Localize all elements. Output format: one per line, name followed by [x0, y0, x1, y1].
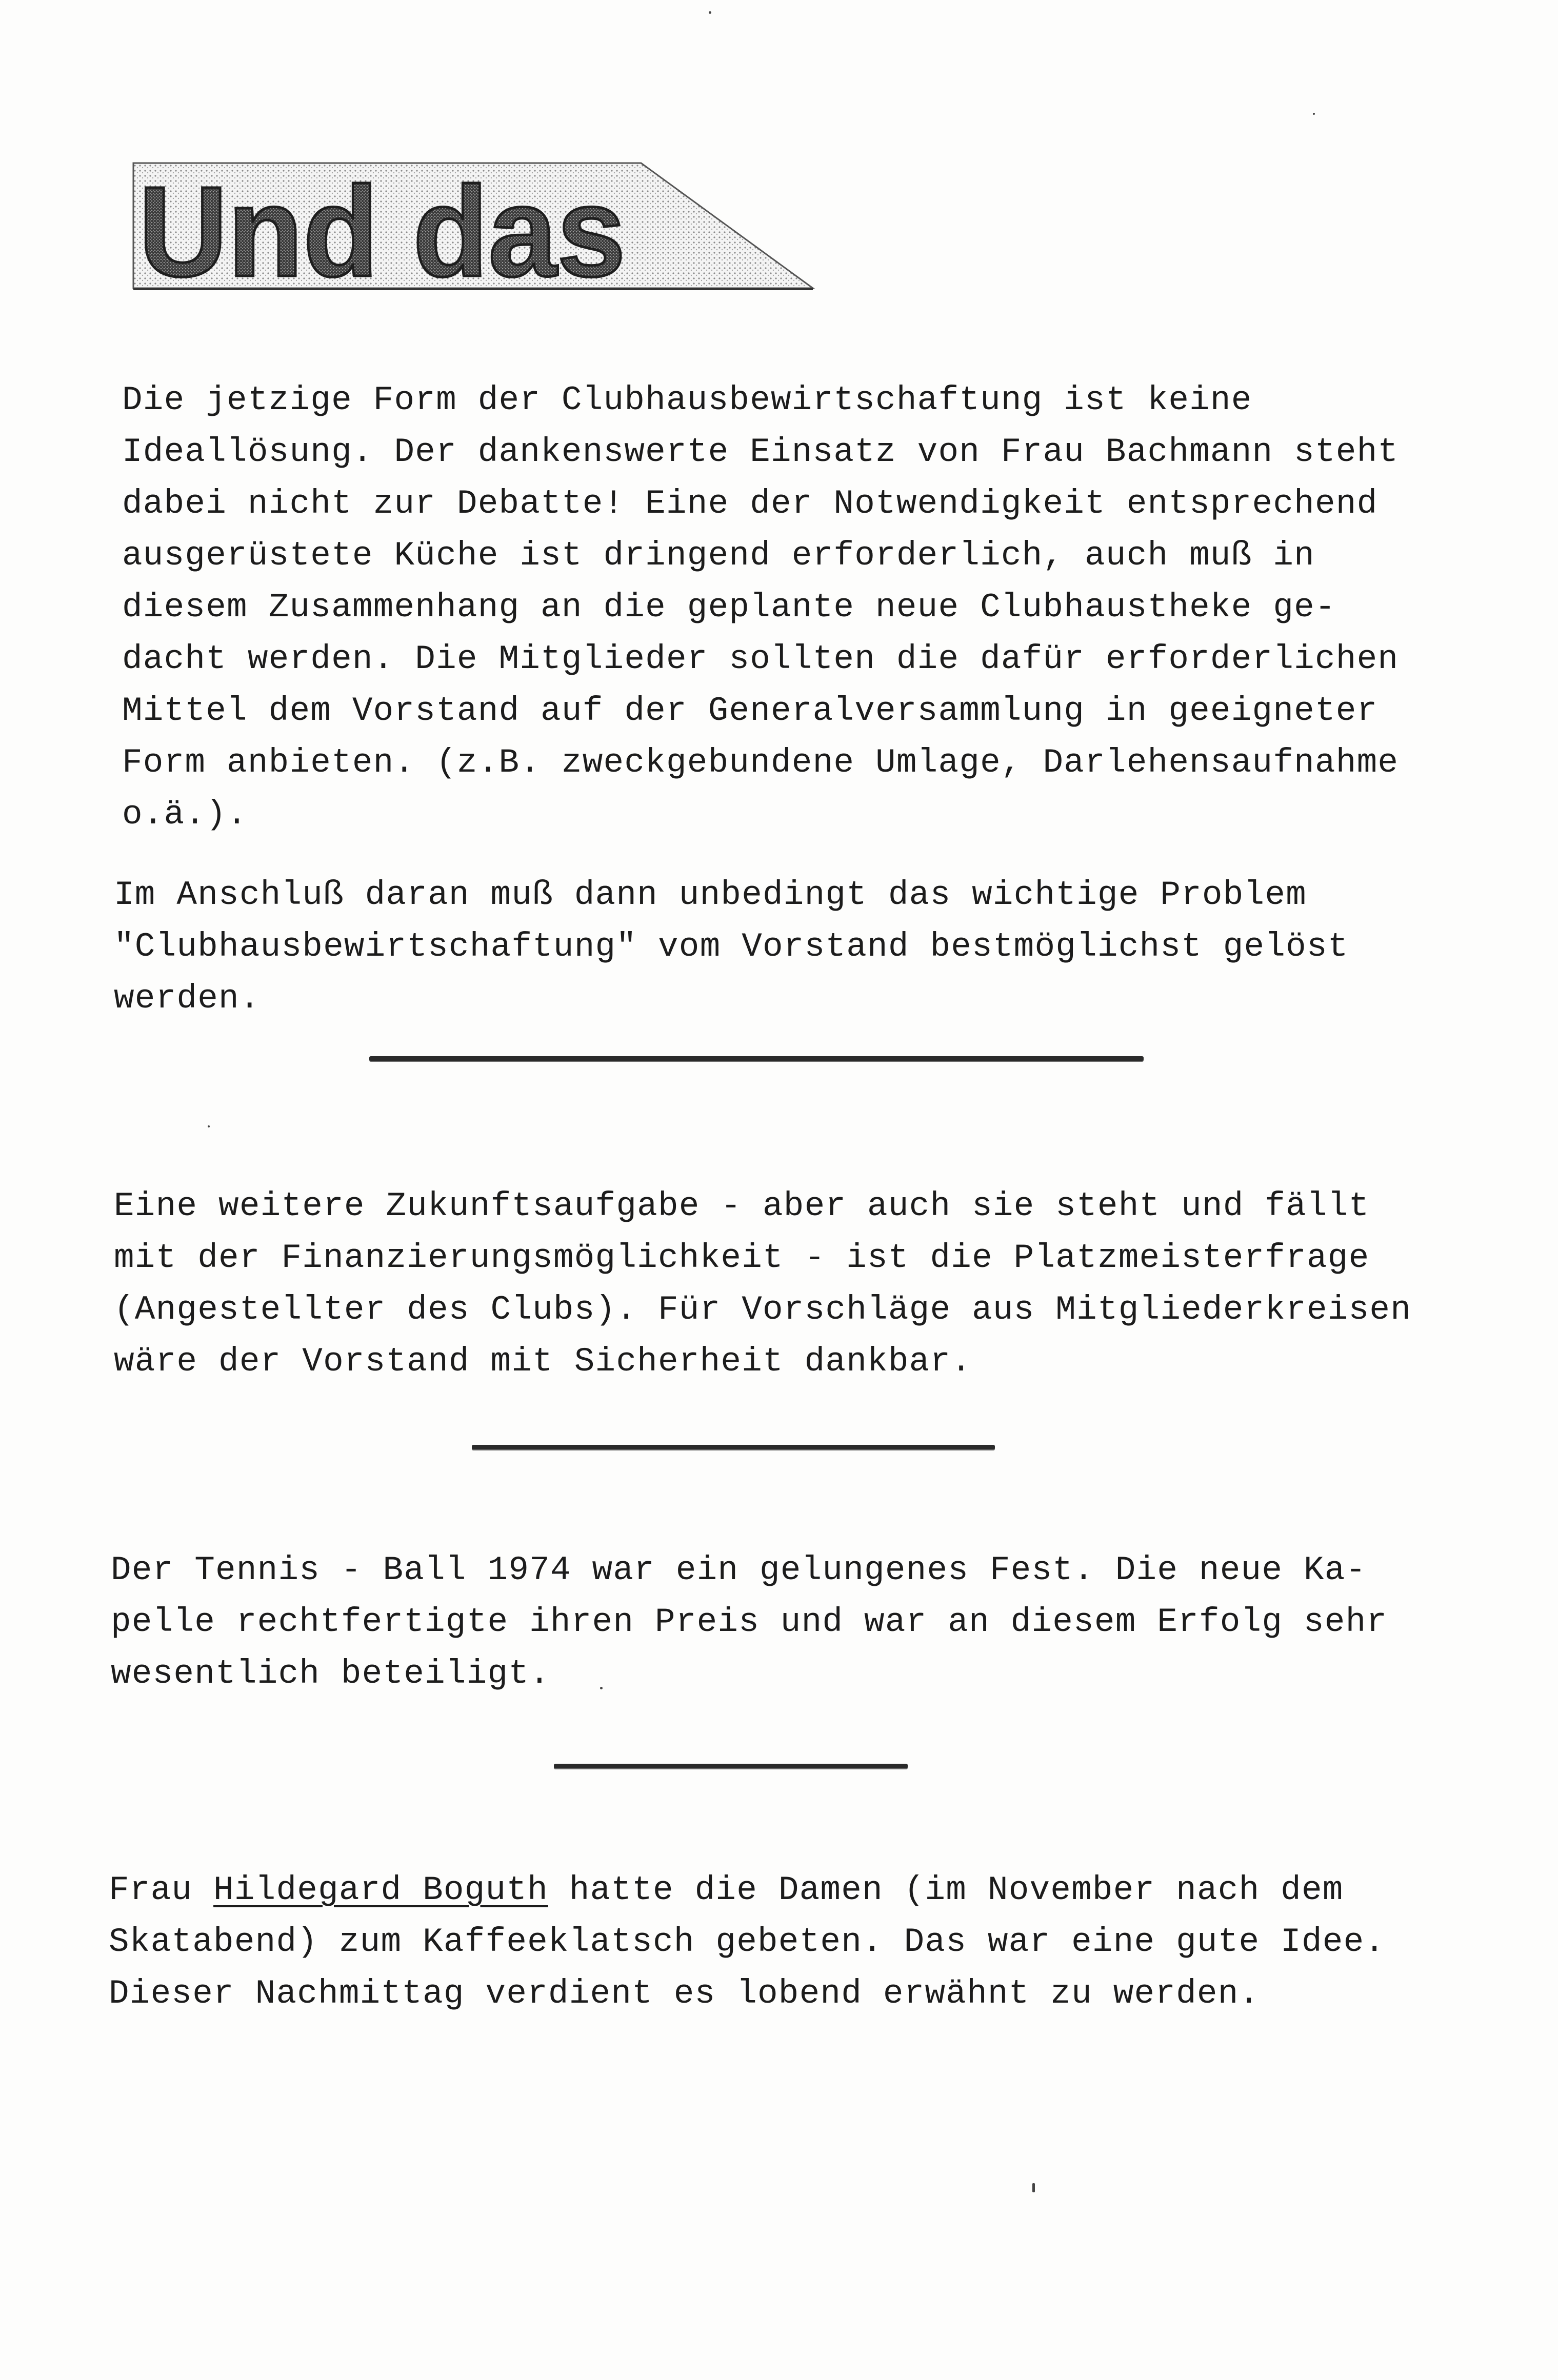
svg-text:Und das: Und das	[138, 160, 626, 302]
text-segment: hatte die Damen (im November nach dem Skatabend) zum Kaffeeklatsch gebeten. Das war eine gute Idee. Dieser Nachmittag verdient es lobend erwähnt zu werden.	[109, 1871, 1386, 2013]
text-segment: Frau	[109, 1871, 214, 1909]
scan-speck	[600, 1687, 603, 1689]
paragraph-kaffeeklatsch	[109, 1864, 1442, 2020]
scan-speck	[208, 1125, 210, 1127]
separator-rule	[369, 1056, 1144, 1061]
heading-graphic	[123, 154, 821, 302]
paragraph-tennis-ball: Der Tennis - Ball 1974 war ein gelungenes Fest. Die neue Ka- pelle rechtfertigte ihren Preis und war an diesem Erfolg sehr wesentlich beteiligt.	[111, 1551, 1388, 1693]
separator-rule	[472, 1445, 995, 1449]
paragraph-anschluss: Im Anschluß daran muß dann unbedingt das wichtige Problem "Clubhausbewirtschaftung" vom Vorstand bestmöglichst gelöst werden.	[114, 876, 1349, 1018]
underlined-name: Hildegard Boguth	[213, 1871, 548, 1909]
heading-banner	[123, 154, 821, 302]
paragraph-platzmeister: Eine weitere Zukunftsaufgabe - aber auch sie steht und fällt mit der Finanzierungsmöglichkeit - ist die Platzmeisterfrage (Angestellter des Clubs). Für Vorschläge aus Mitgliederkreisen wäre der Vorstand mit Sicherheit dankbar.	[114, 1187, 1411, 1381]
scan-speck	[709, 11, 711, 14]
scan-speck	[1313, 113, 1315, 115]
scan-speck	[1032, 2183, 1035, 2192]
paragraph-clubhaus: Die jetzige Form der Clubhausbewirtschaftung ist keine Ideallösung. Der dankenswerte Einsatz von Frau Bachmann steht dabei nicht zur Debatte! Eine der Notwendigkeit entsprechend ausgerüstete Küche ist dringend erforderlich, auch muß in diesem Zusammenhang an die geplante neue Clubhaustheke ge- dacht werden. Die Mitglieder sollten die dafür erforderlichen Mittel dem Vorstand auf der Generalversammlung in geeigneter Form anbieten. (z.B. zweckgebundene Umlage, Darlehensaufnahme o.ä.).	[122, 381, 1399, 834]
separator-rule	[554, 1764, 908, 1768]
